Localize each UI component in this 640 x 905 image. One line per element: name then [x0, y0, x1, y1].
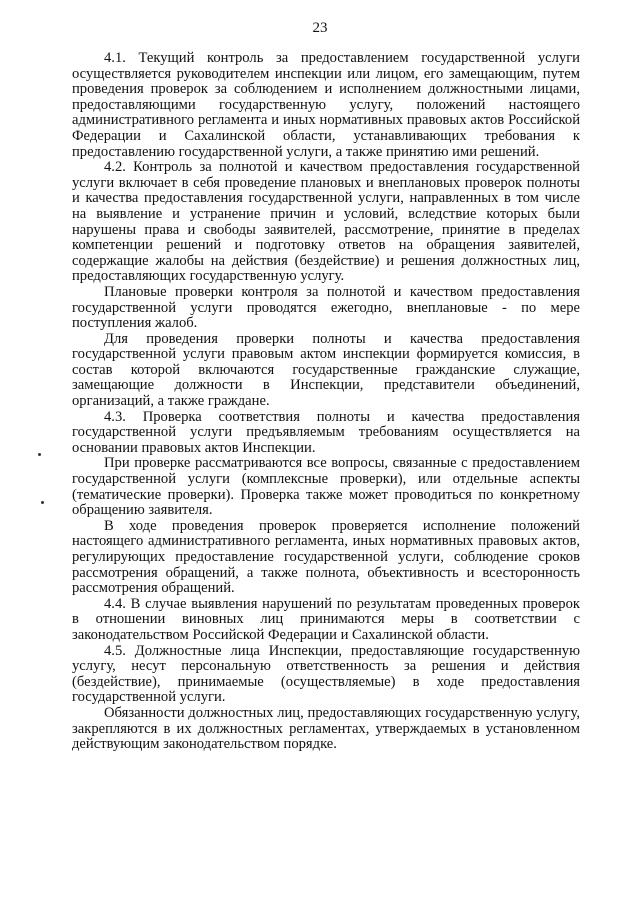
paragraph-check-process: В ходе проведения проверок проверяется исполнение положений настоящего административного регламента, иных нормативных правовых актов, регулирующих предоставление государственной услуги, соблюдение сроков рассмотрения обращений, а также полнота, объективность и всесторонность рассмотрения обращений. — [72, 517, 580, 597]
paragraph-4-3: 4.3. Проверка соответствия полноты и качества предоставления государственной услуги предъявляемым требованиям осуществляется на основании правовых актов Инспекции. — [72, 408, 580, 456]
paragraph-4-4: 4.4. В случае выявления нарушений по результатам проведенных проверок в отношении виновных лиц принимаются меры в соответствии с законодательством Российской Федерации и Сахалинской области. — [72, 595, 580, 643]
document-body — [72, 51, 580, 753]
paragraph-check-scope: При проверке рассматриваются все вопросы, связанные с предоставлением государственной услуги (комплексные проверки), или отдельные аспекты (тематические проверки). Проверка также может проводиться по конкретному обращению заявителя. — [72, 455, 580, 519]
page-number: 23 — [312, 20, 328, 36]
paragraph-planned-checks: Плановые проверки контроля за полнотой и качеством предоставления государственной услуги проводятся ежегодно, внеплановые - по мере поступления жалоб. — [72, 283, 580, 332]
paragraph-4-1: 4.1. Текущий контроль за предоставлением государственной услуги осуществляется руководителем инспекции или лицом, его замещающим, путем проведения проверок за соблюдением и исполнением должностными лицами, предоставляющими государственную услугу, положений настоящего административного регламента и иных нормативных правовых актов Российской Федерации и Сахалинской области, устанавливающих требования к предоставлению государственной услуги, а также принятию ими решений. — [72, 50, 580, 160]
paragraph-4-2: 4.2. Контроль за полнотой и качеством предоставления государственной услуги включает в себя проведение плановых и внеплановых проверок полноты и качества предоставления государственной услуги, направленных в том числе на выявление и устранение причин и условий, вследствие которых были нарушены права и свободы заявителей, рассмотрение, принятие в пределах компетенции решений и подготовку ответов на обращения заявителей, содержащие жалобы на действия (бездействие) и решения должностных лиц, предоставляющих государственную услугу. — [72, 159, 580, 285]
scan-speck — [41, 501, 44, 504]
paragraph-commission: Для проведения проверки полноты и качества предоставления государственной услуги правовым актом инспекции формируется комиссия, в состав которой включаются государственные гражданские служащие, замещающие должности в Инспекции, представители объединений, организаций, а также граждане. — [72, 330, 580, 410]
scan-speck — [38, 453, 41, 456]
paragraph-4-5: 4.5. Должностные лица Инспекции, предоставляющие государственную услугу, несут персональную ответственность за решения и действия (бездействие), принимаемые (осуществляемые) в ходе предоставления государственной услуги. — [72, 642, 580, 706]
paragraph-duties: Обязанности должностных лиц, предоставляющих государственную услугу, закрепляются в их должностных регламентах, утверждаемых в установленном действующим законодательством порядке. — [72, 704, 580, 753]
